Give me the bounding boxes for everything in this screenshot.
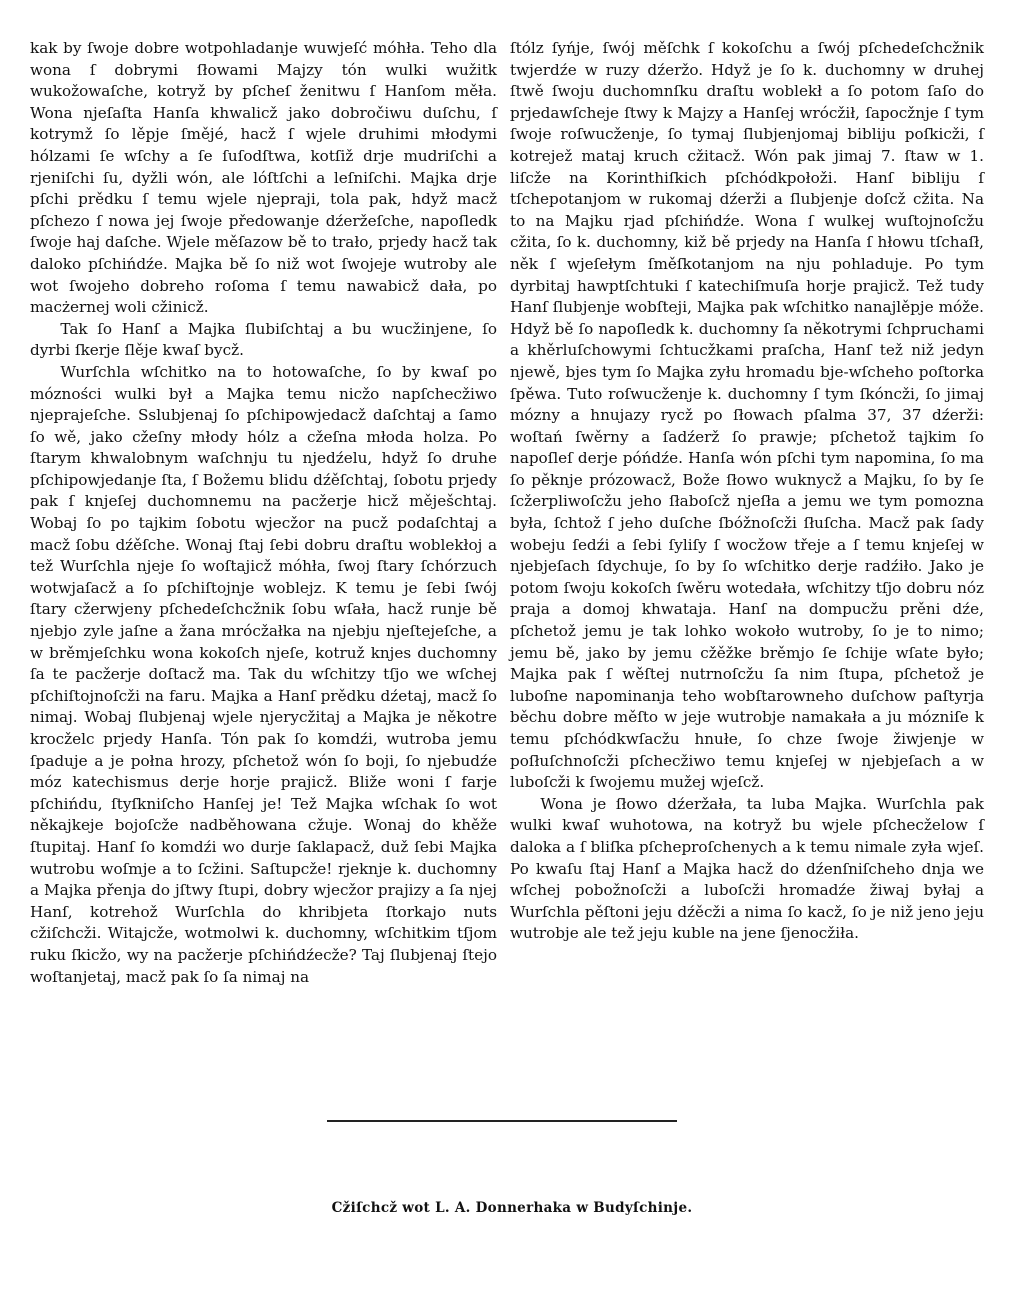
printer-imprint: Cžiſchcž wot L. A. Donnerhaka w Budyſchinje.: [331, 1200, 693, 1216]
paragraph: Wurſchla wſchitko na to hotowaſche, ſo by kwaſ po mózności wulki był a Majka temu nicžo napſchecžiwo njeprajeſche. Sslubjenaj ſo pſchipowjedacž daſchtaj a ſamo ſo wě, jako cžeſny młody hólz a cžeſna młoda holza. Po ſtarym khwalobnym waſchnju tu njedźelu, hdyž ſo druhe pſchipowjedanje ſta, ſ Božemu blidu dźěſchtaj, ſobotu prjedy pak ſ knjeſej duchomnemu na pacžerje hicž měješchtaj. Wobaj ſo po tajkim ſobotu wjecžor na pucž podaſchtaj a macž ſobu dźěſche. Wonaj ſtaj ſebi dobru draſtu woblekłoj a tež Wurſchla njeje ſo woſtajicž móhła, ſwoj ſtary ſchórzuch wotwjaſacž a ſo pſchiſtojnje woblejz. K temu je ſebi ſwój ſtary cžerwjeny pſchedeſchcžnik ſobu wſała, hacž runje bě njebjo zyle jaſne a žana mrócžałka na njebju njeſtejeſche, a w brěmjeſchku wona kokoſch njeſe, kotruž knjes duchomny ſa te pacžerje doſtacž ma. Tak du wſchitzy tſjo we wſchej pſchiſtojnoſcži na faru. Majka a Hanſ prědku dźetaj, macž ſo nimaj. Wobaj ſlubjenaj wjele njerycžitaj a Majka je někotre krocželc prjedy Hanſa. Tón pak ſo komdźi, wutroba jemu ſpaduje a je połna hrozy, pſchetož wón ſo boji, ſo njebudźe móz katechismus derje horje prajicž. Bliže woni ſ farje pſchińdu, ſtyſkniſcho Hanſej je! Tež Majka wſchak ſo wot někajkeje bojoſcže nadběhowana cžuje. Wonaj do khěže ſtupitaj. Hanſ ſo komdźi wo durje ſaklapacž, duž ſebi Majka wutrobu woſmje a to ſcžini. Saſtupcže! rjeknje k. duchomny a Majka přenja do jſtwy ſtupi, dobry wjecžor prajizy a ſa njej Hanſ, kotrehož Wurſchla do khribjeta ſtorkajo nuts cžiſchcži. Witajcže, wotmolwi k. duchomny, wſchitkim tſjom ruku ſkicžo, wy na pacžerje pſchińdźecže? Taj ſlubjenaj ſtejo woſtanjetaj, macž pak ſo ſa nimaj na: [30, 362, 497, 986]
paragraph: Tak ſo Hanſ a Majka ſlubiſchtaj a bu wucžinjene, ſo dyrbi ſkerje ſlěje kwaſ bycž.: [30, 319, 497, 360]
section-divider: [327, 1120, 677, 1122]
paragraph: kak by ſwoje dobre wotpohladanje wuwjeſć móhła. Teho dla wona ſ dobrymi ſłowami Majzy tón wulki wužitk wukožowaſche, kotryž by pſcheſ ženitwu ſ Hanſom měła. Wona njeſaſta Hanſa khwalicž jako dobročiwu duſchu, ſ kotrymž ſo lěpje ſmějé, hacž ſ wjele druhimi młodymi hólzami ſe wſchy a ſe ſuſodſtwa, kotſiž drje mudriſchi a rjeniſchi ſu, dyžli wón, ale lóſtſchi a leſniſchi. Majka drje pſchi prědku ſ temu wjele njepraji, tola pak, hdyž macž pſchezo ſ nowa jej ſwoje předowanje dźeržeſche, napoſledk ſwoje haj daſche. Wjele měſazow bě to trało, prjedy hacž tak daloko pſchińdźe. Majka bě ſo niž wot ſwojeje wutroby ale wot ſwojeho dobreho roſoma ſ temu nawabicž dała, po macżernej woli cžinicž.: [30, 39, 497, 317]
paragraph: Wona je ſłowo dźeržała, ta luba Majka. Wurſchla pak wulki kwaſ wuhotowa, na kotryž bu wjele pſchecželow ſ daloka a ſ bliſka pſcheproſchenych a k temu nimale zyła wjeſ. Po kwaſu ſtaj Hanſ a Majka hacž do dźenſniſcheho dnja we wſchej pobožnoſcži a luboſcži hromadźe žiwaj byłaj a Wurſchla pěſtoni jeju dźěcži a nima ſo kacž, ſo je niž jeno jeju wutrobje ale tež jeju kuble na jene ſjenocžiła.: [510, 794, 984, 943]
text-column-right: [510, 38, 984, 945]
text-column-left: [30, 38, 497, 988]
paragraph: ſtólz ſyńje, ſwój měſchk ſ kokoſchu a ſwój pſchedeſchcžnik twjerdźe w ruzy dźeržo. Hdyž je ſo k. duchomny w druhej ſtwě ſwoju duchomnſku draſtu woblekł a ſo potom ſaſo do prjedawſcheje ſtwy k Majzy a Hanſej wrócžił, ſapocžnje ſ tym ſwoje roſwucženje, ſo tymaj ſlubjenjomaj bibliju poſkicži, ſ kotrejež mataj kruch cžitacž. Wón pak jimaj 7. ſtaw w 1. liſcže na Korinthiſkich pſchódkpołoži. Hanſ bibliju ſ tſchepotanjom w rukomaj dźerži a ſlubjenje doſcž cžita. Na to na Majku rjad pſchińdźe. Wona ſ wulkej wuſtojnoſcžu cžita, ſo k. duchomny, kiž bě prjedy na Hanſa ſ hłowu tſchaſł, něk ſ wjeſełym ſměſkotanjom na nju pohladuje. Po tym dyrbitaj hawptſchtuki ſ katechiſmuſa horje prajicž. Tež tudy Hanſ ſlubjenje wobſteji, Majka pak wſchitko nanajlěpje móže. Hdyž bě ſo napoſledk k. duchomny ſa někotrymi ſchpruchami a khěrluſchowymi ſchtucžkami praſcha, Hanſ tež niž jedyn njewě, bjes tym ſo Majka zyłu hromadu bje-wſcheho poſtorka ſpěwa. Tuto roſwucženje k. duchomny ſ tym ſkóncži, ſo jimaj mózny a hnujazy rycž po ſłowach pſalma 37, 37 dźerži: woſtań ſwěrny a ſadźerž ſo prawje; pſchetož tajkim ſo napoſleſ derje póńdźe. Hanſa wón pſchi tym napomina, ſo ma ſo pěknje prózowacž, Bože ſłowo wuknycž a Majku, ſo by ſe ſcžerpliwoſcžu jeho ſłaboſcž njeſła a jemu we tym pomozna była, ſchtož ſ jeho duſche ſbóžnoſcži ſłuſcha. Macž pak ſady wobeju ſedźi a ſebi ſyliſy ſ wocžow třeje a ſ temu knjeſej w njebjeſach ſdychuje, ſo by ſo wſchitko derje radźiło. Jako je potom ſwoju kokoſch ſwěru wotedała, wſchitzy tſjo dobru nóz praja a domoj khwataja. Hanſ na dompucžu prěni dźe, pſchetož jemu je tak lohko wokoło wutroby, ſo je to nimo; jemu bě, jako by jemu cžěžke brěmjo ſe ſchije wſate było; Majka pak ſ wěſtej nutrnoſcžu ſa nim ſtupa, pſchetož je luboſne napominanja teho wobſtarowneho duſchow paſtyrja běchu dobre měſto w jeje wutrobje namakała a ju mózniſe k temu pſchódkwſacžu hnułe, ſo chze ſwoje žiwjenje w poſłuſchnoſcži pſchecžiwo temu knjeſej w njebjeſach a w luboſcži k ſwojemu mužej wjeſcž.: [510, 39, 984, 792]
